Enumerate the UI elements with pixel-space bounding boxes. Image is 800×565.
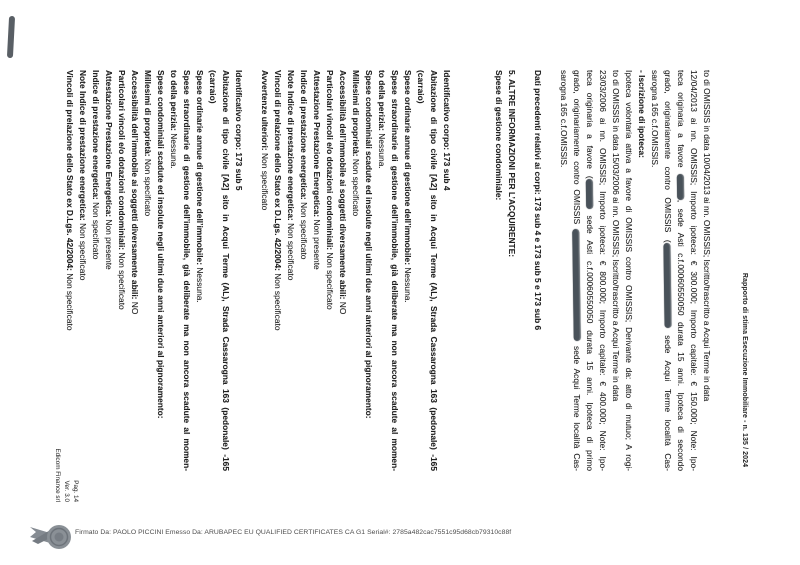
line-text: Accessibilità dell’immobile ai soggetti diversamente abili:	[338, 70, 348, 300]
line-text: grado, originariamente contro OMISSIS (	[663, 70, 673, 243]
document-line	[700, 70, 713, 471]
line-text: Indice di prestazione energetica:	[299, 70, 309, 200]
line-text: Identificativo corpo: 173 sub 4	[442, 70, 452, 191]
line-text: Particolari vincoli e/o dotazioni condominiali:	[325, 70, 335, 251]
line-text: NO	[338, 299, 348, 315]
line-text: NO	[130, 299, 140, 315]
line-text: Attestazione Prestazione Energetica:	[312, 70, 322, 218]
line-text: Dati precedenti relativi ai corpi: 173 sub 4 e 173 sub 5 e 173 sub 6	[533, 70, 543, 331]
line-text: sarogna 165 c.f.OMISSIS.	[559, 70, 569, 168]
line-text: Spese ordinarie annue di gestione dell’immobile:	[403, 70, 413, 265]
line-text: Abitazione di tipo civile [A2] sito in Acqui Terme (AL), Strada Cassarogna 163 (pedonale) -165	[429, 70, 439, 471]
line-text: Accessibilità dell’immobile ai soggetti diversamente abili:	[130, 70, 140, 300]
line-text: Vincoli di prelazione dello Stato ex D.Lgs. 42/2004:	[273, 70, 283, 271]
document-line	[583, 70, 596, 471]
document-line	[323, 70, 336, 471]
line-text: Non specificato	[117, 250, 127, 310]
line-text: sede Acqui Terme località Cas-	[663, 327, 673, 471]
redaction-mark	[663, 243, 671, 328]
document-line	[89, 70, 102, 471]
line-text: Avvertenze ulteriori:	[260, 70, 270, 151]
document-line	[271, 70, 284, 471]
line-text: Nessuna.	[195, 265, 205, 303]
line-text: Nessuna.	[403, 265, 413, 303]
line-text: Spese straordinarie di gestione dell’immobile, già deliberate ma non ancora scadute al momen-	[390, 70, 400, 471]
line-text: Ipoteca volontaria attiva a favore di OMISSIS contro OMISSIS; Derivante da: atto di mutuo; A rogi-	[624, 70, 634, 471]
document-line	[505, 70, 518, 471]
version-label: Ver. 3.0	[63, 480, 70, 502]
line-text: teca originaria a favore	[676, 70, 686, 174]
line-text: Non specificato	[299, 199, 309, 260]
document-line	[557, 70, 570, 471]
line-text: (carraio)	[208, 70, 218, 104]
document-line	[531, 70, 544, 471]
redaction-mark	[586, 179, 593, 209]
line-text: to della perizia:	[377, 70, 387, 131]
document-line	[570, 70, 583, 471]
line-text: grado, originariamente contro OMISSIS	[572, 70, 582, 230]
line-text: Non specificato	[286, 220, 296, 281]
line-text: Spese ordinarie annue di gestione dell’immobile:	[195, 70, 205, 265]
document-line	[284, 70, 297, 471]
document-line	[154, 70, 167, 471]
line-text: Spese di gestione condominiale:	[494, 70, 504, 201]
line-text: to della perizia:	[169, 70, 179, 131]
line-text: Nessuna.	[169, 130, 179, 169]
publisher-label: Edicom Finance srl	[54, 448, 61, 502]
document-line	[674, 70, 687, 471]
line-text: Spese straordinarie di gestione dell’immobile, già deliberate ma non ancora scadute al momen-	[182, 70, 192, 471]
document-line	[388, 70, 401, 471]
line-text: Non specificato	[65, 270, 75, 331]
document-line	[206, 70, 219, 471]
line-text: Particolari vincoli e/o dotazioni condominiali:	[117, 70, 127, 251]
line-text: Non presente	[312, 217, 322, 270]
document-line	[401, 70, 414, 471]
document-line	[141, 70, 154, 471]
document-line	[375, 70, 388, 471]
redaction-mark	[572, 229, 581, 341]
line-text: Note Indice di prestazione energetica:	[78, 70, 88, 221]
line-text: Non specificato	[351, 156, 361, 217]
line-text: Millesimi di proprietà:	[143, 70, 153, 157]
page-number: Pag. 14	[72, 480, 79, 502]
report-header: Rapporto di stima Esecuzione Immobiliare - n. 135 / 2024	[741, 272, 748, 468]
document-line	[180, 70, 193, 471]
page-footer	[53, 448, 80, 502]
document-line	[76, 70, 89, 471]
line-text: to di OMISSIS in data 15/03/2006 ai nn. OMISSIS; Iscritto/trascritto a Acqui Terme in data	[611, 70, 621, 402]
document-line	[622, 70, 635, 471]
document-line	[193, 70, 206, 471]
document-line	[336, 70, 349, 471]
document-line	[440, 70, 453, 471]
line-text: Note Indice di prestazione energetica:	[286, 70, 296, 221]
document-line	[258, 70, 271, 471]
document-line	[414, 70, 427, 471]
document-line	[492, 70, 505, 471]
document-line	[687, 70, 700, 471]
line-text: Attestazione Prestazione Energetica:	[104, 70, 114, 218]
line-text: Identificativo corpo: 173 sub 5	[234, 70, 244, 191]
document-line	[661, 70, 674, 471]
line-text: Non specificato	[78, 220, 88, 281]
document-line	[115, 70, 128, 471]
document-line	[232, 70, 245, 471]
document-line	[297, 70, 310, 471]
rosette-seal-icon	[28, 521, 76, 555]
line-text: teca originaria a favore (	[585, 70, 595, 179]
document-line	[128, 70, 141, 471]
document-line	[102, 70, 115, 471]
line-text: Nessuna.	[377, 130, 387, 169]
document-line	[427, 70, 440, 471]
line-text: - Iscrizione di ipoteca:	[637, 70, 647, 158]
line-text: Non presente	[104, 217, 114, 270]
document-line	[219, 70, 232, 471]
document-line	[63, 70, 76, 471]
line-text: sarogna 165 c.f.OMISSIS.	[650, 70, 660, 168]
line-text: Millesimi di proprietà:	[351, 70, 361, 157]
digital-signature-text: Firmato Da: PAOLO PICCINI Emesso Da: ARUBAPEC EU QUALIFIED CERTIFICATES CA G1 Serial#: 2785a482cac7551c95d68cb79310c88f	[75, 529, 512, 536]
document-line	[596, 70, 609, 471]
line-text: Non specificato	[260, 150, 270, 211]
line-text: sede Acqui Terme località Cas-	[572, 341, 582, 471]
document-line	[648, 70, 661, 471]
line-text: 12/04/2013 ai nn. OMISSIS; Importo ipoteca: € 300.000; Importo capitale: € 150.000; Note: Ipo-	[689, 70, 699, 471]
document-line	[362, 70, 375, 471]
line-text: Non specificato	[91, 199, 101, 260]
line-text: Spese condominiali scadute ed insolute negli ultimi due anni anteriori al pignoramento:	[156, 70, 166, 419]
line-text: Non specificato	[143, 156, 153, 217]
line-text: Spese condominiali scadute ed insolute negli ultimi due anni anteriori al pignoramento:	[364, 70, 374, 419]
document-line	[635, 70, 648, 471]
document-line	[167, 70, 180, 471]
report-body	[63, 70, 713, 471]
line-text: (carraio)	[416, 70, 426, 104]
line-text: Non specificato	[273, 270, 283, 331]
redaction-mark	[677, 174, 684, 200]
document-line	[310, 70, 323, 471]
line-text: Abitazione di tipo civile [A2] sito in Acqui Terme (AL), Strada Cassarogna 163 (pedonale) -165	[221, 70, 231, 471]
line-text: sede Asti c.f.00060550050 durata 15 anni. Ipoteca di primo	[585, 208, 595, 471]
line-text: to di OMISSIS in data 10/04/2013 ai nn. OMISSIS; Iscritto/trascritto a Acqui Terme in data	[702, 70, 712, 402]
document-line	[609, 70, 622, 471]
line-text: Indice di prestazione energetica:	[91, 70, 101, 200]
line-text: 5. ALTRE INFORMAZIONI PER L’ACQUIRENTE:	[507, 70, 517, 258]
document-line	[349, 70, 362, 471]
line-text: , sede Asti c.f.00060550050 durata 15 anni. Ipoteca di secondo	[676, 199, 686, 471]
line-text: 23/03/2006 ai nn. OMISSIS; Importo ipoteca: € 800.000; Importo capitale: € 400.000; Note: Ipo-	[598, 70, 608, 471]
line-text: Non specificato	[325, 250, 335, 310]
line-text: Vincoli di prelazione dello Stato ex D.Lgs. 42/2004:	[65, 70, 75, 271]
